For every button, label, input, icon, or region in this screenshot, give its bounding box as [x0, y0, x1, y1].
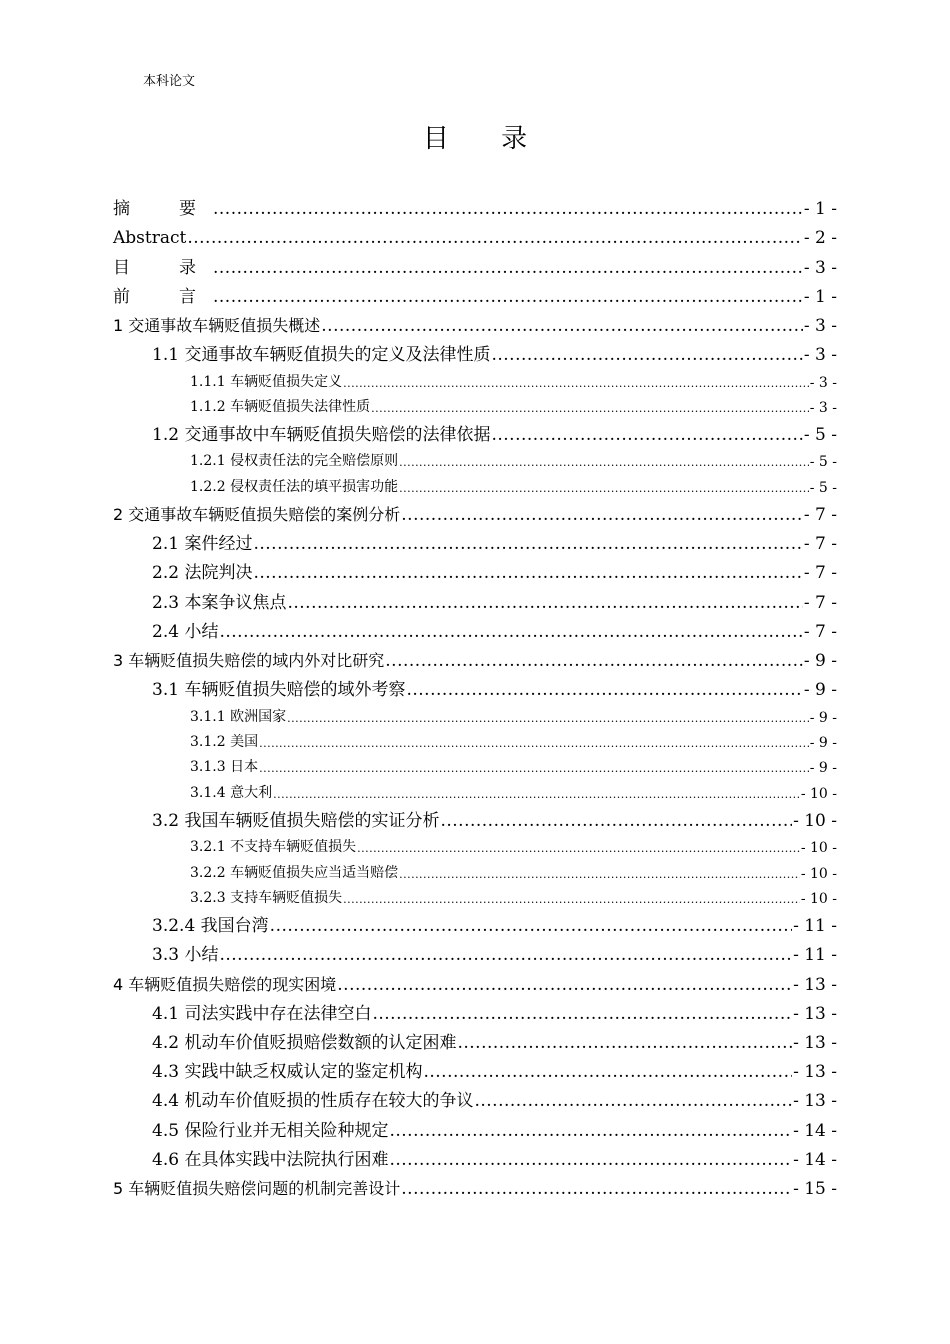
toc-leader-dots [371, 400, 809, 416]
toc-leader-dots [253, 534, 802, 554]
toc-entry-label: 3.1.1 欧洲国家 [190, 708, 287, 725]
toc-entry-page: - 5 - [809, 454, 837, 471]
toc-leader-dots [491, 425, 802, 445]
toc-entry[interactable] [113, 907, 837, 936]
toc-leader-dots [399, 454, 809, 470]
toc-leader-dots [399, 480, 809, 496]
toc-entry-label: 4.3 实践中缺乏权威认定的鉴定机构 [152, 1062, 423, 1083]
toc-entry[interactable] [113, 726, 837, 751]
toc-entry-page: - 1 - [803, 199, 837, 220]
toc-entry[interactable] [113, 1170, 837, 1199]
toc-entry[interactable] [113, 1141, 837, 1170]
toc-entry-page: - 9 - [803, 680, 837, 701]
toc-leader-dots [440, 811, 792, 831]
toc-leader-dots [491, 345, 802, 365]
toc-entry-page: - 3 - [809, 374, 837, 391]
toc-entry-page: - 14 - [793, 1120, 837, 1141]
page-header: 本科论文 [143, 74, 196, 89]
toc-entry-page: - 9 - [803, 651, 837, 671]
toc-entry-page: - 3 - [809, 399, 837, 416]
toc-entry[interactable] [113, 219, 837, 248]
toc-entry-label: 4.1 司法实践中存在法律空白 [152, 1003, 372, 1024]
toc-leader-dots [253, 563, 802, 583]
toc-entry-page: - 9 - [809, 760, 837, 777]
toc-entry-label: 1.2 交通事故中车辆贬值损失赔偿的法律依据 [152, 425, 491, 446]
toc-entry-label: 1.1.2 车辆贬值损失法律性质 [190, 398, 371, 415]
toc-leader-dots [259, 760, 809, 776]
toc-entry[interactable] [113, 470, 837, 495]
toc-entry[interactable] [113, 965, 837, 994]
toc-entry-label: 前 言 [113, 286, 212, 307]
toc-entry[interactable] [113, 525, 837, 554]
toc-entry-label: 2.3 本案争议焦点 [152, 592, 287, 613]
toc-entry-page: - 15 - [793, 1178, 837, 1199]
toc-entry-label: 1 交通事故车辆贬值损失概述 [113, 315, 321, 335]
toc-entry-label: 4.5 保险行业并无相关险种规定 [152, 1120, 389, 1141]
toc-leader-dots [337, 975, 792, 995]
toc-leader-dots [343, 375, 809, 391]
toc-entry-label: 3.1.2 美国 [190, 733, 259, 750]
toc-entry[interactable] [113, 336, 837, 365]
toc-entry[interactable] [113, 671, 837, 700]
toc-leader-dots [187, 228, 803, 248]
toc-entry[interactable] [113, 416, 837, 445]
toc-entry[interactable] [113, 583, 837, 612]
toc-entry-label: 3.2.3 支持车辆贬值损失 [190, 890, 343, 907]
toc-entry[interactable] [113, 554, 837, 583]
toc-entry-page: - 10 - [793, 810, 837, 831]
toc-entry[interactable] [113, 882, 837, 907]
toc-leader-dots [372, 1004, 792, 1024]
toc-leader-dots [213, 258, 803, 278]
toc-entry-label: 1.2.1 侵权责任法的完全赔偿原则 [190, 453, 399, 470]
toc-entry[interactable] [113, 802, 837, 831]
toc-entry-page: - 2 - [803, 228, 837, 249]
toc-entry-page: - 10 - [800, 840, 837, 857]
toc-leader-dots [259, 735, 809, 751]
toc-leader-dots [399, 866, 800, 882]
toc-leader-dots [406, 680, 802, 700]
toc-entry-label: 3.1.3 日本 [190, 759, 259, 776]
toc-leader-dots [273, 786, 800, 802]
toc-entry[interactable] [113, 496, 837, 525]
toc-entry-label: 4.6 在具体实践中法院执行困难 [152, 1149, 389, 1170]
toc-leader-dots [474, 1091, 792, 1111]
toc-entry-label: 4.2 机动车价值贬损赔偿数额的认定困难 [152, 1033, 457, 1054]
toc-entry-label: 5 车辆贬值损失赔偿问题的机制完善设计 [113, 1178, 401, 1198]
toc-entry-page: - 10 - [800, 865, 837, 882]
toc-entry-label: 目 录 [113, 257, 212, 278]
toc-leader-dots [401, 1179, 792, 1199]
toc-entry-label: 3.2.2 车辆贬值损失应当适当赔偿 [190, 864, 399, 881]
toc-entry-label: 3.2 我国车辆贬值损失赔偿的实证分析 [152, 810, 440, 831]
toc-entry-label: 3.3 小结 [152, 945, 219, 966]
toc-entry-label: 3.1 车辆贬值损失赔偿的域外考察 [152, 680, 406, 701]
toc-entry[interactable] [113, 613, 837, 642]
toc-entry[interactable] [113, 776, 837, 801]
toc-entry-page: - 9 - [809, 709, 837, 726]
toc-entry-page: - 13 - [793, 1003, 837, 1024]
toc-entry-page: - 11 - [793, 916, 837, 937]
page-title: 目 录 [422, 124, 550, 154]
toc-leader-dots [219, 622, 802, 642]
toc-entry[interactable] [113, 700, 837, 725]
toc-entry[interactable] [113, 856, 837, 881]
toc-entry-label: 4 车辆贬值损失赔偿的现实困境 [113, 974, 337, 994]
toc-entry-label: 1.1.1 车辆贬值损失定义 [190, 373, 343, 390]
toc-entry-page: - 7 - [803, 592, 837, 613]
toc-entry-page: - 11 - [793, 945, 837, 966]
toc-leader-dots [287, 593, 802, 613]
toc-entry[interactable] [113, 751, 837, 776]
toc-entry-label: 2.2 法院判决 [152, 563, 253, 584]
toc-entry-label: 1.2.2 侵权责任法的填平损害功能 [190, 478, 399, 495]
toc-leader-dots [357, 840, 800, 856]
toc-entry-page: - 10 - [800, 891, 837, 908]
toc-entry-page: - 3 - [803, 257, 837, 278]
toc-leader-dots [213, 287, 803, 307]
toc-entry[interactable] [113, 307, 837, 336]
toc-entry[interactable] [113, 642, 837, 671]
toc-entry-page: - 9 - [809, 734, 837, 751]
toc-entry[interactable] [113, 1111, 837, 1140]
toc-entry-page: - 5 - [809, 479, 837, 496]
toc-entry-page: - 13 - [793, 1033, 837, 1054]
toc-leader-dots [389, 1121, 792, 1141]
toc-leader-dots [457, 1033, 792, 1053]
toc-leader-dots [321, 316, 803, 336]
toc-entry-page: - 13 - [793, 974, 837, 995]
toc-entry-label: 1.1 交通事故车辆贬值损失的定义及法律性质 [152, 345, 491, 366]
toc-entry-page: - 5 - [803, 425, 837, 446]
toc-entry-label: 3.2.1 不支持车辆贬值损失 [190, 839, 357, 856]
toc-entry-page: - 10 - [800, 785, 837, 802]
toc-entry-label: 2.1 案件经过 [152, 534, 253, 555]
toc-entry-page: - 3 - [803, 315, 837, 336]
toc-entry[interactable] [113, 1024, 837, 1053]
toc-leader-dots [423, 1062, 792, 1082]
toc-entry-label: 3.2.4 我国台湾 [152, 916, 269, 937]
toc-entry-label: 2.4 小结 [152, 621, 219, 642]
toc-entry-label: 2 交通事故车辆贬值损失赔偿的案例分析 [113, 505, 401, 525]
toc-leader-dots [389, 1150, 792, 1170]
table-of-contents [113, 190, 837, 1199]
toc-leader-dots [343, 891, 800, 907]
toc-leader-dots [219, 945, 792, 965]
toc-entry[interactable] [113, 278, 837, 307]
toc-entry-page: - 7 - [803, 534, 837, 555]
toc-entry-label: 4.4 机动车价值贬损的性质存在较大的争议 [152, 1091, 474, 1112]
toc-entry[interactable] [113, 365, 837, 390]
toc-entry-page: - 3 - [803, 345, 837, 366]
toc-entry-label: 摘 要 [113, 199, 212, 220]
toc-entry-page: - 7 - [803, 563, 837, 584]
toc-entry-page: - 7 - [803, 621, 837, 642]
toc-entry[interactable] [113, 1053, 837, 1082]
toc-leader-dots [270, 916, 792, 936]
toc-entry-page: - 7 - [803, 505, 837, 526]
toc-entry[interactable] [113, 445, 837, 470]
toc-entry-page: - 1 - [803, 286, 837, 307]
toc-leader-dots [213, 199, 803, 219]
toc-entry[interactable] [113, 1082, 837, 1111]
toc-entry[interactable] [113, 248, 837, 277]
toc-leader-dots [401, 505, 803, 525]
toc-entry[interactable] [113, 936, 837, 965]
toc-entry[interactable] [113, 831, 837, 856]
toc-entry[interactable] [113, 995, 837, 1024]
toc-entry-label: Abstract [113, 228, 187, 249]
toc-leader-dots [287, 710, 809, 726]
toc-entry[interactable] [113, 190, 837, 219]
toc-entry-page: - 13 - [793, 1062, 837, 1083]
toc-leader-dots [385, 651, 803, 671]
toc-entry-page: - 13 - [793, 1091, 837, 1112]
toc-entry[interactable] [113, 391, 837, 416]
toc-entry-page: - 14 - [793, 1149, 837, 1170]
toc-entry-label: 3 车辆贬值损失赔偿的域内外对比研究 [113, 651, 385, 670]
toc-entry-label: 3.1.4 意大利 [190, 784, 273, 801]
